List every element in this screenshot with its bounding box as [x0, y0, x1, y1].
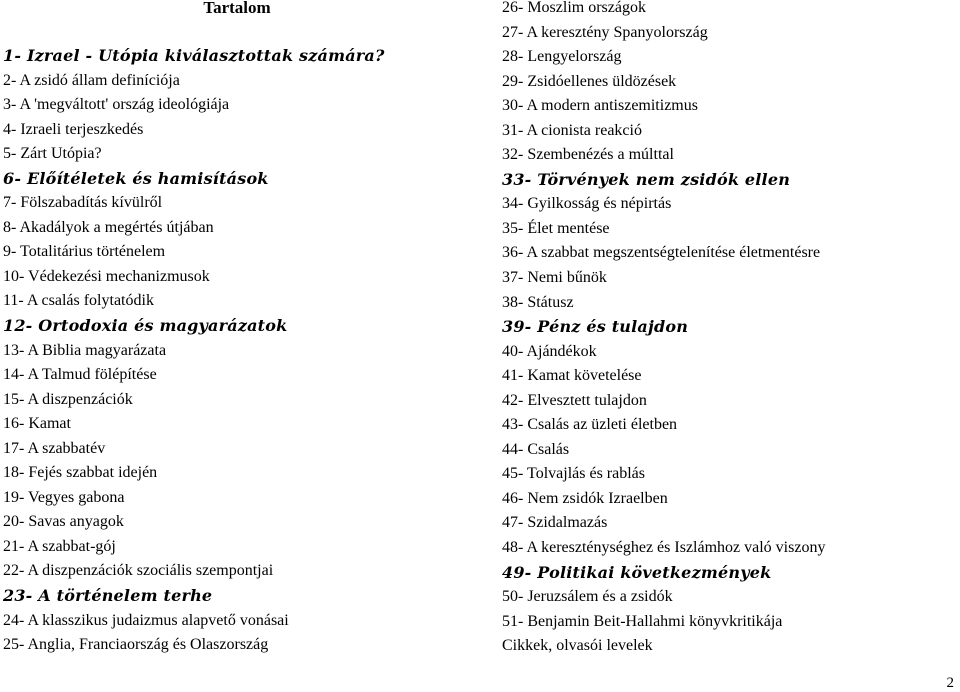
toc-entry: 21- A szabbat-gój	[3, 537, 116, 555]
toc-entry: 41- Kamat követelése	[502, 367, 642, 385]
toc-entry: 7- Fölszabadítás kívülről	[3, 194, 163, 212]
toc-entry: 42- Elvesztett tulajdon	[502, 391, 647, 409]
toc-entry: 17- A szabbatév	[3, 439, 106, 457]
toc-entry: 22- A diszpenzációk szociális szempontjai	[3, 562, 274, 580]
toc-entry: 2- A zsidó állam definíciója	[3, 71, 180, 89]
toc-entry: 8- Akadályok a megértés útjában	[3, 218, 214, 236]
toc-entry: 9- Totalitárius történelem	[3, 243, 166, 261]
toc-entry: 24- A klasszikus judaizmus alapvető vonásai	[3, 611, 289, 629]
toc-entry: 12- Ortodoxia és magyarázatok	[3, 316, 288, 336]
toc-entry: 39- Pénz és tulajdon	[502, 317, 689, 337]
toc-entry: 14- A Talmud fölépítése	[3, 366, 157, 384]
toc-entry: 38- Státusz	[502, 293, 574, 311]
toc-entry: 15- A diszpenzációk	[3, 390, 133, 408]
toc-entry: 36- A szabbat megszentségtelenítése életmentésre	[502, 244, 821, 262]
toc-entry: 45- Tolvajlás és rablás	[502, 465, 645, 483]
toc-entry: 47- Szidalmazás	[502, 514, 608, 532]
toc-entry: 6- Előítéletek és hamisítások	[3, 168, 269, 188]
toc-entry: 27- A keresztény Spanyolország	[502, 23, 708, 41]
toc-entry: 1- Izrael - Utópia kiválasztottak számára?	[3, 46, 385, 65]
toc-entry: 30- A modern antiszemitizmus	[502, 97, 698, 115]
toc-entry: 16- Kamat	[3, 415, 71, 433]
toc-entry: 11- A csalás folytatódik	[3, 292, 154, 310]
toc-entry: 29- Zsidóellenes üldözések	[502, 72, 677, 90]
toc-entry: Cikkek, olvasói levelek	[502, 637, 653, 655]
toc-entry: 32- Szembenézés a múlttal	[502, 146, 674, 164]
toc-right-column	[502, 0, 825, 659]
toc-entry: 18- Fejés szabbat idején	[3, 464, 158, 482]
toc-entry: 51- Benjamin Beit-Hallahmi könyvkritikája	[502, 612, 783, 630]
toc-entry: 26- Moszlim országok	[502, 0, 646, 16]
page-title: Tartalom	[203, 0, 271, 17]
toc-entry: 23- A történelem terhe	[3, 586, 213, 606]
toc-entry: 49- Politikai következmények	[502, 562, 772, 582]
toc-entry: 10- Védekezési mechanizmusok	[3, 267, 210, 285]
toc-entry: 40- Ajándékok	[502, 342, 597, 360]
toc-entry: 33- Törvények nem zsidók ellen	[502, 169, 791, 189]
toc-entry: 48- A kereszténységhez és Iszlámhoz való viszony	[502, 539, 826, 557]
toc-entry: 31- A cionista reakció	[502, 121, 642, 139]
toc-entry: 44- Csalás	[502, 440, 570, 458]
toc-entry: 34- Gyilkosság és népirtás	[502, 195, 672, 213]
toc-entry: 37- Nemi bűnök	[502, 269, 607, 287]
toc-entry: 4- Izraeli terjeszkedés	[3, 120, 144, 138]
toc-left-column	[3, 44, 385, 658]
toc-entry: 28- Lengyelország	[502, 48, 622, 66]
toc-entry: 46- Nem zsidók Izraelben	[502, 489, 668, 507]
toc-entry: 3- A 'megváltott' ország ideológiája	[3, 96, 230, 114]
toc-entry: 35- Élet mentése	[502, 219, 610, 237]
toc-entry: 19- Vegyes gabona	[3, 488, 125, 506]
toc-entry: 43- Csalás az üzleti életben	[502, 416, 678, 434]
toc-entry: 13- A Biblia magyarázata	[3, 341, 167, 359]
toc-entry: 20- Savas anyagok	[3, 513, 124, 531]
toc-entry: 50- Jeruzsálem és a zsidók	[502, 588, 673, 606]
page-number: 2	[946, 675, 954, 691]
toc-entry: 25- Anglia, Franciaország és Olaszország	[3, 636, 269, 654]
toc-entry: 5- Zárt Utópia?	[3, 145, 102, 163]
